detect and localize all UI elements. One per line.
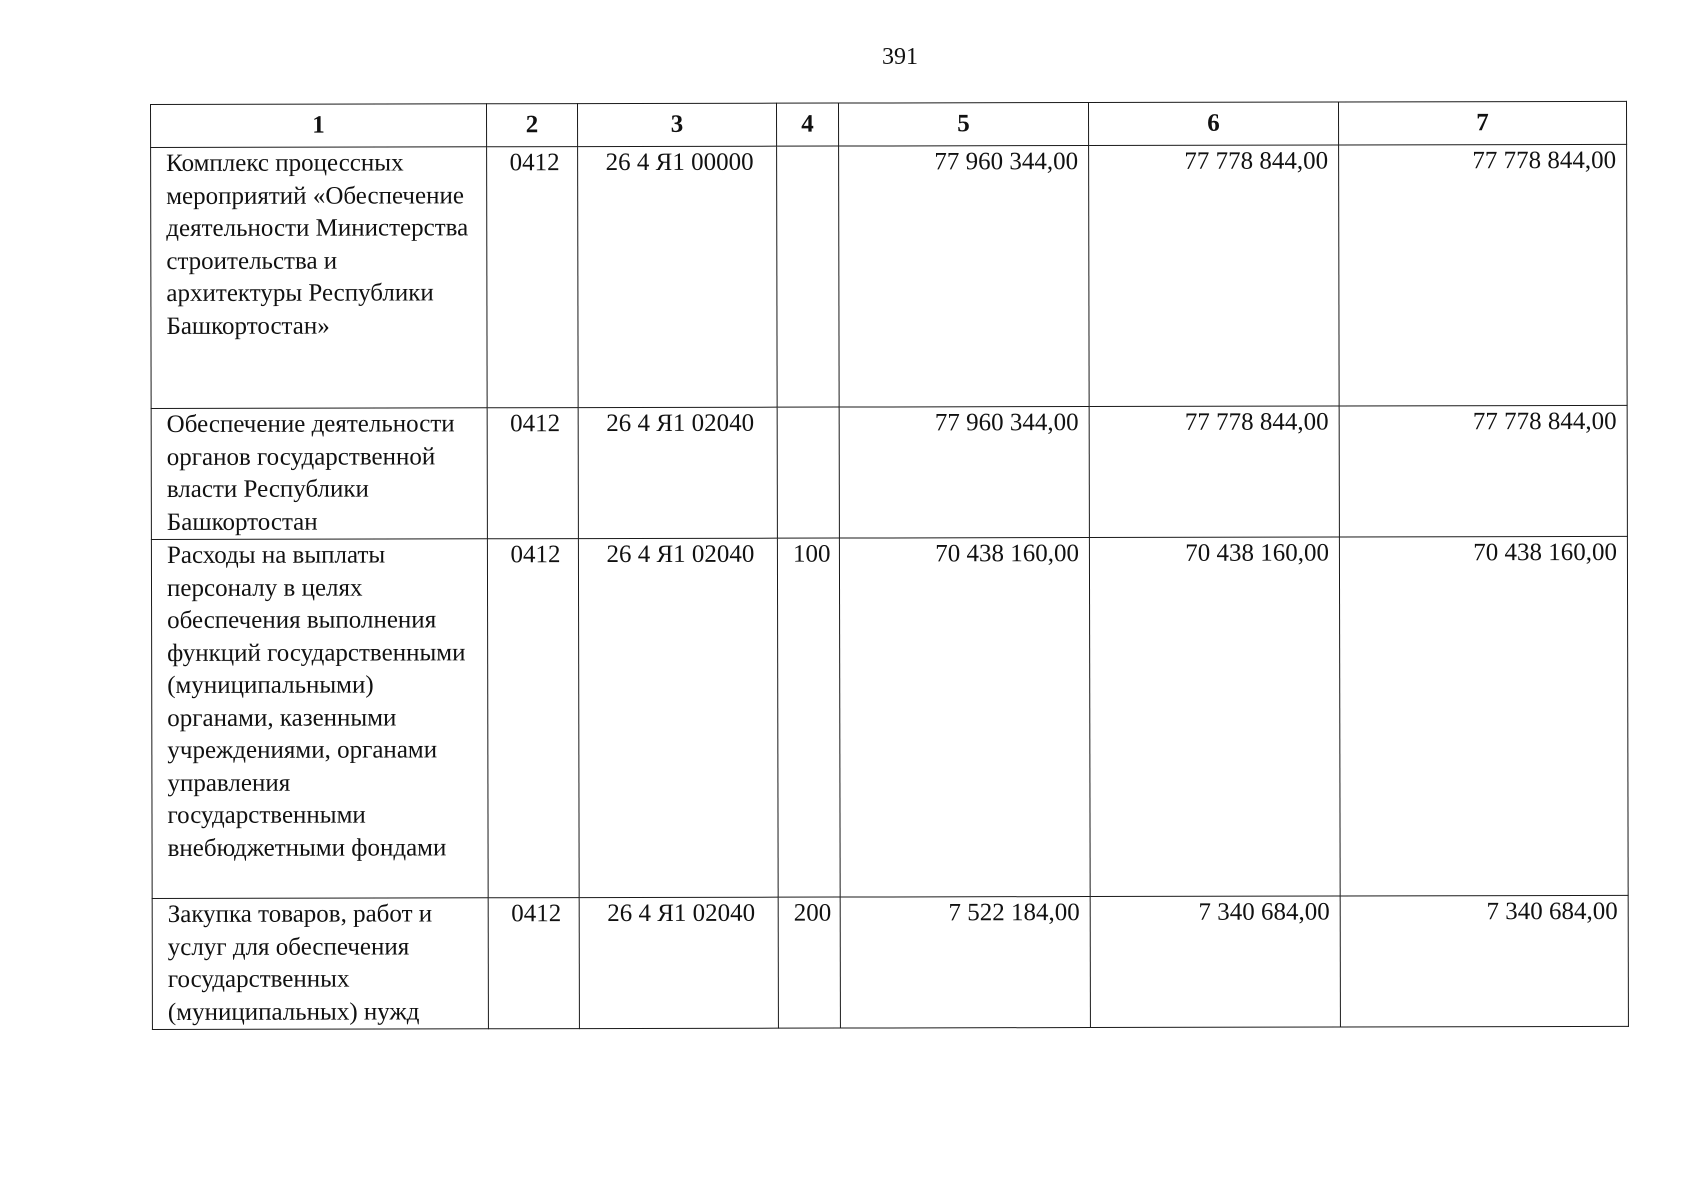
table-row [152, 895, 1628, 1029]
row-amount-year2: 77 778 844,00 [1089, 145, 1340, 407]
table-row [151, 405, 1627, 539]
row-amount-year2: 7 340 684,00 [1090, 896, 1340, 1028]
row-amount-year2: 77 778 844,00 [1089, 406, 1339, 538]
row-amount-year1: 77 960 344,00 [839, 146, 1090, 408]
row-section: 0412 [487, 408, 578, 539]
row-section: 0412 [487, 539, 579, 898]
table-row [151, 144, 1628, 408]
row-name: Закупка товаров, работ и услуг для обеспечения государственных (муниципальных) нужд [152, 898, 488, 1030]
header-col-7: 7 [1338, 101, 1626, 145]
row-amount-year1: 77 960 344,00 [839, 407, 1089, 539]
header-row [151, 101, 1627, 147]
row-amount-year3: 77 778 844,00 [1339, 144, 1628, 406]
row-target-article: 26 4 Я1 02040 [578, 538, 778, 897]
row-name: Комплекс процессных мероприятий «Обеспечение деятельности Министерства строительства и архитектуры Республики Башкортостан» [151, 147, 488, 409]
header-col-3: 3 [578, 103, 777, 146]
row-name: Обеспечение деятельности органов государственной власти Республики Башкортостан [151, 408, 487, 540]
row-expense-type [777, 146, 840, 407]
row-amount-year1: 7 522 184,00 [840, 897, 1090, 1029]
row-target-article: 26 4 Я1 02040 [579, 897, 778, 1028]
header-col-4: 4 [776, 103, 838, 146]
row-amount-year2: 70 438 160,00 [1089, 537, 1340, 897]
row-section: 0412 [487, 147, 579, 408]
table-row [151, 536, 1628, 898]
row-expense-type: 100 [777, 538, 840, 897]
row-name: Расходы на выплаты персоналу в целях обеспечения выполнения функций государственными (муниципальными) органами, казенными учреждениями, органами управления государственными внебюджетными фондами [151, 539, 488, 899]
row-amount-year3: 70 438 160,00 [1339, 536, 1628, 896]
header-col-1: 1 [151, 104, 487, 148]
header-col-6: 6 [1088, 102, 1338, 146]
header-col-5: 5 [838, 103, 1088, 147]
page-number: 391 [882, 44, 918, 70]
row-amount-year3: 7 340 684,00 [1340, 895, 1628, 1027]
row-expense-type [777, 407, 839, 538]
row-amount-year3: 77 778 844,00 [1339, 405, 1627, 537]
row-section: 0412 [488, 898, 579, 1029]
row-target-article: 26 4 Я1 00000 [578, 146, 778, 407]
budget-table [150, 101, 1629, 1030]
row-amount-year1: 70 438 160,00 [839, 538, 1090, 898]
row-expense-type: 200 [778, 897, 840, 1028]
header-col-2: 2 [487, 104, 578, 147]
row-target-article: 26 4 Я1 02040 [578, 407, 777, 538]
